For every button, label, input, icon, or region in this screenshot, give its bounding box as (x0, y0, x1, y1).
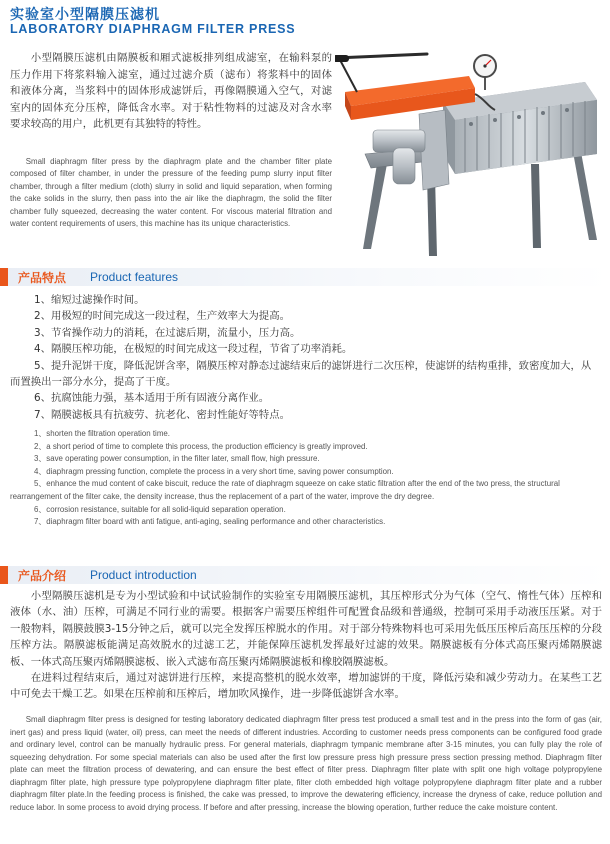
features-heading-cn: 产品特点 (18, 271, 67, 285)
list-item: 4、diaphragm pressing function, complete the process in a very short time, saving power consumption. (34, 466, 394, 476)
list-item: 1、shorten the filtration operation time. (34, 429, 170, 438)
intro-section-header (0, 566, 610, 584)
list-item: 4、隔膜压榨功能，在极短的时间完成这一段过程，节省了功率消耗。 (34, 343, 353, 356)
intro-paragraph-cn: 小型隔膜压滤机由隔膜板和厢式滤板排列组成滤室，在输料泵的压力作用下将浆料输入滤室，通过过滤介质（滤布）将浆料中的固体和液体分离，当浆料中的固体形成滤饼后，再像隔膜通入空气，对滤室内的固体充分压榨，降低含水率。对于粘性物料的过滤及对含水率要求较高的用户，此机更有其独特的特性。 (10, 52, 332, 130)
list-item: 7、diaphragm filter board with anti fatigue, anti-aging, sealing performance and other characteristics. (34, 517, 386, 527)
product-intro-cn (10, 588, 602, 703)
list-item: 5、enhance the mud content of cake biscuit, reduce the rate of diaphragm squeeze on cake static filtration after the end of the two press, the structural rearrangement of the filter cake, the density increase, thus the replacement of a part of the water, improve the dry degree. (10, 479, 560, 501)
list-item: 3、节省操作动力的消耗，在过滤后期，流量小，压力高。 (34, 326, 301, 339)
product-intro-paragraph-1: 小型隔膜压滤机是专为小型试验和中试试验制作的实验室专用隔膜压滤机，其压榨形式分为气体（空气、惰性气体）压榨和液体（水、油）压榨，可满足不同行业的需要。根据客户需要压榨组件可配置食品级和普通级，控制可采用手动液压压紧。对于一般物料，隔膜鼓膜3-15分钟之后，就可以完全发挥压榨脱水的作用。对于部分特殊物料也可采用先低压压榨后高压压榨的分段压榨方法。隔膜滤板能满足高效脱水的过滤工艺，并能保障压滤机发挥最好过滤的效果。隔膜滤板有分体式高压聚丙烯隔膜滤板、一体式高压聚丙烯隔膜滤板、嵌入式滤布高压聚丙烯隔膜滤板和橡胶隔膜滤板。 (10, 590, 602, 668)
product-intro-heading-cn: 产品介绍 (18, 569, 67, 583)
list-item: 7、隔膜滤板具有抗疲劳、抗老化、密封性能好等特点。 (34, 408, 290, 421)
features-list-en (10, 428, 600, 529)
features-heading-en: Product features (90, 270, 179, 284)
list-item: 6、抗腐蚀能力强，基本适用于所有固液分离作业。 (34, 392, 270, 405)
product-intro-heading-en: Product introduction (90, 568, 197, 582)
list-item: 3、save operating power consumption, in the filter later, small flow, high pressure. (34, 454, 320, 464)
list-item: 5、提升泥饼干度，降低泥饼含率，隔膜压榨对静态过滤结束后的滤饼进行二次压榨，使滤饼的结构重排，致密度加大，从而置换出一部分水分，提高了干度。 (10, 359, 592, 389)
product-intro-paragraph-2: 在进料过程结束后，通过对滤饼进行压榨，来提高整机的脱水效率，增加滤饼的干度，降低污染和减少劳动力。在某些工艺中可免去干燥工艺。如果在压榨前和压榨后，增加吹风操作，进一步降低滤饼含水率。 (10, 672, 602, 701)
list-item: 2、a short period of time to complete this process, the production efficiency is greatly improved. (34, 441, 368, 451)
product-intro-en: Small diaphragm filter press is designed for testing laboratory dedicated diaphragm filter press test produced a small test and in the press into the form of gas (air, inert gas) and press liquid (water, oil) press, can meet the needs of different industries. According to customer needs press components can be configured food grade and ordinary level, control can be manually hydraulic press. For general materials, diaphragm tympanic membrane after 3-15 minutes, you can fully play the role of squeezing dehydration. For some special materials can also be used after the first low pressure press high pressure press section pressing method. Diaphragm filter plate can meet the filtration process of dewatering, and can ensure the best effect of filter press. Diaphragm filter plate with split one high voltage polypropylene diaphragm filter plate, high pressure type polypropylene diaphragm filter plate, filter cloth embedded high voltage polypropylene diaphragm filter plate and a rubber diaphragm filter plate.In the feeding process is finished, the cake was pressed, to improve the dewatering efficiency, increase the dryness of cake, reduce pollution and reduce labor. In some process to avoid drying process. If before and after pressing, increase the blowing operation, further reduce the cake moisture content. (10, 715, 602, 812)
list-item: 1、缩短过滤操作时间。 (34, 294, 145, 306)
filter-press-image (335, 44, 607, 259)
list-item: 2、用极短的时间完成这一段过程，生产效率大为提高。 (34, 310, 290, 323)
list-item: 6、corrosion resistance, suitable for all solid-liquid separation operation. (34, 504, 286, 514)
features-list-cn (10, 292, 600, 423)
page-subtitle: LABORATORY DIAPHRAGM FILTER PRESS (10, 22, 296, 36)
features-section-header (0, 268, 610, 286)
intro-paragraph-en: Small diaphragm filter press by the diaphragm plate and the chamber filter plate composed of filter chamber, in under the pressure of the feeding pump slurry input filter chamber, through a filter medium (cloth) slurry in solid and liquid separation, when forming the cake solids in the slurry, then pass into the air like the diaphragm, the solid the filter chamber fully squeezed, decreasing the water content. For viscous material filtration and water content requirements of users, this machine has its unique characteristics. (10, 157, 332, 229)
page-title: 实验室小型隔膜压滤机 (10, 7, 160, 23)
